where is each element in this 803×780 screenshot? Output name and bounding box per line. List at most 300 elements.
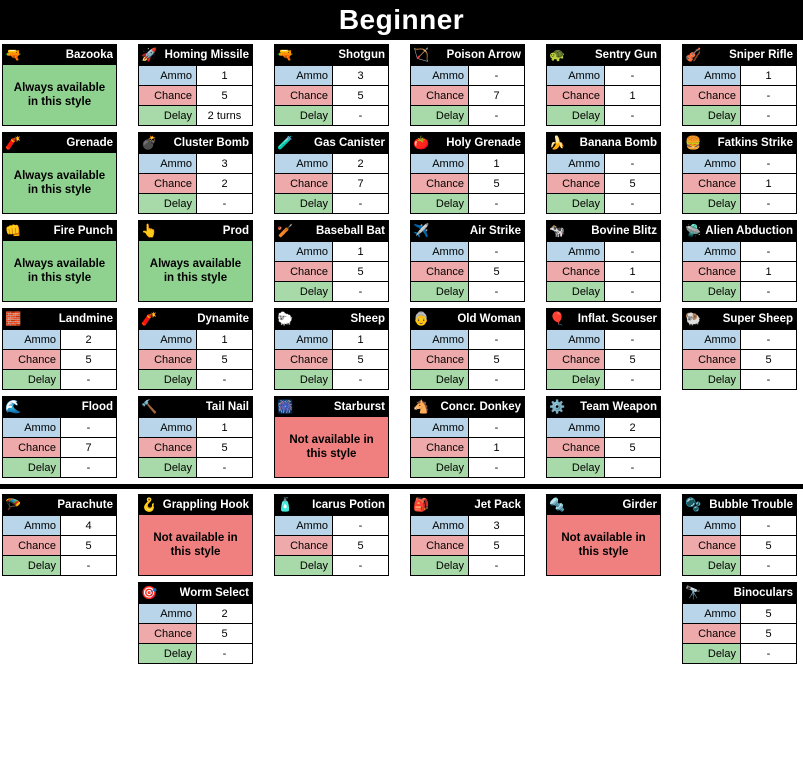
stat-label-delay: Delay xyxy=(275,106,333,126)
weapon-card-header xyxy=(138,308,253,329)
stat-label-chance: Chance xyxy=(3,536,61,556)
weapon-card[interactable] xyxy=(410,396,525,478)
weapon-card[interactable] xyxy=(274,220,389,302)
stat-label-chance: Chance xyxy=(139,86,197,106)
stat-value-ammo[interactable]: - xyxy=(605,66,661,86)
stat-value-ammo[interactable]: - xyxy=(61,418,117,438)
weapon-stats-table xyxy=(274,329,389,390)
weapon-card[interactable] xyxy=(2,494,117,576)
weapon-icon: 🔫 xyxy=(5,47,22,62)
stat-row-ammo xyxy=(683,66,797,86)
weapon-card[interactable] xyxy=(138,308,253,390)
weapon-name: Baseball Bat xyxy=(315,224,385,237)
stat-value-ammo[interactable]: 3 xyxy=(469,516,525,536)
stat-row-ammo xyxy=(3,418,117,438)
weapon-icon: 🪝 xyxy=(141,497,158,512)
stat-label-ammo: Ammo xyxy=(683,66,741,86)
stat-value-delay[interactable]: - xyxy=(61,556,117,576)
stat-row-chance xyxy=(547,262,661,282)
weapon-card-header xyxy=(138,494,253,515)
stat-label-delay: Delay xyxy=(411,282,469,302)
weapon-card-header xyxy=(410,44,525,65)
weapon-stats-table xyxy=(410,417,525,478)
weapon-card[interactable] xyxy=(546,494,661,576)
stat-row-ammo xyxy=(683,604,797,624)
weapon-card[interactable] xyxy=(274,494,389,576)
weapon-name: Girder xyxy=(622,498,657,511)
stat-label-delay: Delay xyxy=(275,556,333,576)
stat-value-chance[interactable]: 5 xyxy=(605,438,661,458)
stat-value-delay[interactable]: - xyxy=(605,370,661,390)
stat-value-chance[interactable]: 5 xyxy=(333,262,389,282)
weapon-card[interactable] xyxy=(682,220,797,302)
weapon-card[interactable] xyxy=(410,220,525,302)
stat-row-ammo xyxy=(547,242,661,262)
stat-label-ammo: Ammo xyxy=(683,516,741,536)
weapon-icon: 🍅 xyxy=(413,135,430,150)
weapon-card-header xyxy=(682,308,797,329)
stat-value-chance[interactable]: 1 xyxy=(605,86,661,106)
stat-row-chance xyxy=(411,174,525,194)
weapon-icon: 🌊 xyxy=(5,399,22,414)
weapon-card-header xyxy=(410,132,525,153)
stat-row-ammo xyxy=(411,154,525,174)
weapon-card[interactable] xyxy=(410,132,525,214)
stat-row-chance xyxy=(275,350,389,370)
stat-value-ammo[interactable]: - xyxy=(605,242,661,262)
weapon-card-empty xyxy=(410,582,525,664)
stat-label-ammo: Ammo xyxy=(3,330,61,350)
stat-value-delay[interactable]: - xyxy=(605,458,661,478)
weapon-icon: 🫧 xyxy=(685,497,702,512)
stat-label-ammo: Ammo xyxy=(411,242,469,262)
stat-value-chance[interactable]: 5 xyxy=(333,350,389,370)
stat-row-ammo xyxy=(547,418,661,438)
weapon-name: Starburst xyxy=(333,400,385,413)
weapon-card[interactable] xyxy=(138,44,253,126)
stat-value-chance[interactable]: 5 xyxy=(741,350,797,370)
weapon-stats-table xyxy=(682,241,797,302)
stat-row-ammo xyxy=(683,242,797,262)
stat-row-chance xyxy=(547,350,661,370)
stat-label-chance: Chance xyxy=(547,438,605,458)
weapon-icon: 🏏 xyxy=(277,223,294,238)
stat-value-chance[interactable]: 5 xyxy=(605,174,661,194)
stat-label-chance: Chance xyxy=(275,350,333,370)
weapon-stats-table xyxy=(546,329,661,390)
weapon-row xyxy=(0,494,803,576)
stat-value-chance[interactable]: 5 xyxy=(741,624,797,644)
stat-value-chance[interactable]: 2 xyxy=(197,174,253,194)
stat-value-ammo[interactable]: 2 xyxy=(333,154,389,174)
weapon-stats-table xyxy=(546,417,661,478)
stat-label-ammo: Ammo xyxy=(139,418,197,438)
stat-value-chance[interactable]: 5 xyxy=(469,536,525,556)
stat-value-delay[interactable]: - xyxy=(605,106,661,126)
stat-value-chance[interactable]: 5 xyxy=(741,536,797,556)
stat-value-ammo[interactable]: - xyxy=(605,330,661,350)
weapon-icon: 🎆 xyxy=(277,399,294,414)
stat-value-delay[interactable]: - xyxy=(605,282,661,302)
weapon-card[interactable] xyxy=(138,396,253,478)
stat-row-chance xyxy=(411,262,525,282)
weapon-stats-table xyxy=(410,153,525,214)
stat-label-delay: Delay xyxy=(139,458,197,478)
weapon-card[interactable] xyxy=(546,396,661,478)
stat-value-delay[interactable]: - xyxy=(469,194,525,214)
weapon-name: Dynamite xyxy=(197,312,249,325)
weapon-row xyxy=(0,44,803,126)
stat-value-delay[interactable]: - xyxy=(333,106,389,126)
stat-value-delay[interactable]: - xyxy=(469,106,525,126)
weapon-stats-table xyxy=(682,603,797,664)
stat-label-ammo: Ammo xyxy=(547,154,605,174)
stat-value-delay[interactable]: - xyxy=(741,370,797,390)
stat-row-chance xyxy=(3,536,117,556)
stat-label-delay: Delay xyxy=(275,370,333,390)
stat-value-ammo[interactable]: - xyxy=(333,516,389,536)
stat-value-ammo[interactable]: - xyxy=(469,242,525,262)
weapon-icon: 🧱 xyxy=(5,311,22,326)
stat-value-chance[interactable]: 1 xyxy=(741,262,797,282)
stat-value-ammo[interactable]: 2 xyxy=(61,330,117,350)
stat-row-ammo xyxy=(3,516,117,536)
stat-row-delay xyxy=(411,106,525,126)
weapon-name: Cluster Bomb xyxy=(173,136,249,149)
stat-value-ammo[interactable]: - xyxy=(741,242,797,262)
weapon-card[interactable] xyxy=(138,132,253,214)
stat-value-ammo[interactable]: 2 xyxy=(197,604,253,624)
weapon-card[interactable] xyxy=(2,44,117,126)
weapon-stats-table xyxy=(410,241,525,302)
stat-value-ammo[interactable]: 1 xyxy=(741,66,797,86)
stat-value-ammo[interactable]: 1 xyxy=(333,330,389,350)
weapon-card[interactable] xyxy=(2,132,117,214)
weapon-card-header xyxy=(274,308,389,329)
weapon-stats-table xyxy=(138,65,253,126)
stat-row-ammo xyxy=(275,154,389,174)
stat-value-delay[interactable]: - xyxy=(333,194,389,214)
stat-label-delay: Delay xyxy=(3,556,61,576)
weapon-icon: 🎒 xyxy=(413,497,430,512)
weapon-icon: 🪂 xyxy=(5,497,22,512)
stat-label-chance: Chance xyxy=(683,86,741,106)
stat-row-ammo xyxy=(139,330,253,350)
stat-row-ammo xyxy=(547,66,661,86)
stat-value-delay[interactable]: - xyxy=(469,370,525,390)
stat-row-delay xyxy=(139,458,253,478)
always-available-note: Always available in this style xyxy=(138,241,253,302)
stat-row-ammo xyxy=(411,330,525,350)
weapon-icon: 🔭 xyxy=(685,585,702,600)
stat-label-delay: Delay xyxy=(3,458,61,478)
weapon-card[interactable] xyxy=(410,494,525,576)
weapon-card-header xyxy=(2,132,117,153)
stat-row-delay xyxy=(139,644,253,664)
stat-row-ammo xyxy=(3,330,117,350)
stat-label-ammo: Ammo xyxy=(3,516,61,536)
weapon-icon: 💣 xyxy=(141,135,158,150)
weapon-card[interactable] xyxy=(138,220,253,302)
stat-row-delay xyxy=(275,282,389,302)
stat-value-delay[interactable]: - xyxy=(741,556,797,576)
stat-row-delay xyxy=(547,106,661,126)
stat-value-ammo[interactable]: - xyxy=(741,330,797,350)
stat-label-delay: Delay xyxy=(683,194,741,214)
stat-value-ammo[interactable]: - xyxy=(469,330,525,350)
stat-value-ammo[interactable]: 1 xyxy=(469,154,525,174)
stat-value-delay[interactable]: - xyxy=(605,194,661,214)
weapon-card[interactable] xyxy=(274,44,389,126)
weapon-icon: 🐄 xyxy=(549,223,566,238)
stat-row-ammo xyxy=(139,418,253,438)
weapon-name: Fire Punch xyxy=(53,224,113,237)
weapon-stats-table xyxy=(138,153,253,214)
stat-row-chance xyxy=(411,350,525,370)
weapon-card[interactable] xyxy=(682,582,797,664)
stat-row-delay xyxy=(547,370,661,390)
weapon-stats-table xyxy=(138,417,253,478)
not-available-note: Not available in this style xyxy=(138,515,253,576)
stat-value-delay[interactable]: - xyxy=(469,556,525,576)
stat-label-chance: Chance xyxy=(683,174,741,194)
weapon-stats-table xyxy=(138,329,253,390)
stat-label-delay: Delay xyxy=(411,194,469,214)
weapon-card-header xyxy=(546,308,661,329)
stat-value-delay[interactable]: 2 turns xyxy=(197,106,253,126)
stat-row-ammo xyxy=(411,242,525,262)
stat-value-delay[interactable]: - xyxy=(197,194,253,214)
stat-value-ammo[interactable]: 3 xyxy=(333,66,389,86)
stat-row-chance xyxy=(547,86,661,106)
stat-value-chance[interactable]: 5 xyxy=(61,350,117,370)
stat-row-chance xyxy=(683,624,797,644)
weapon-icon: 🎯 xyxy=(141,585,158,600)
stat-value-delay[interactable]: - xyxy=(469,458,525,478)
stat-row-chance xyxy=(411,536,525,556)
weapon-card-header xyxy=(274,494,389,515)
stat-label-ammo: Ammo xyxy=(275,242,333,262)
stat-value-chance[interactable]: 5 xyxy=(197,86,253,106)
stat-value-chance[interactable]: 5 xyxy=(197,350,253,370)
weapon-name: Fatkins Strike xyxy=(717,136,793,149)
weapon-stats-table xyxy=(682,515,797,576)
stat-value-ammo[interactable]: 5 xyxy=(741,604,797,624)
stat-row-ammo xyxy=(683,154,797,174)
stat-value-delay[interactable]: - xyxy=(197,458,253,478)
weapon-icon: 🐴 xyxy=(413,399,430,414)
stat-row-delay xyxy=(683,106,797,126)
stat-label-ammo: Ammo xyxy=(139,604,197,624)
weapon-name: Sheep xyxy=(350,312,385,325)
stat-value-ammo[interactable]: 1 xyxy=(197,66,253,86)
stat-label-ammo: Ammo xyxy=(411,154,469,174)
stat-label-chance: Chance xyxy=(547,174,605,194)
stat-row-delay xyxy=(683,556,797,576)
weapon-card[interactable] xyxy=(546,220,661,302)
weapon-card[interactable] xyxy=(682,494,797,576)
stat-row-ammo xyxy=(275,66,389,86)
weapon-card-empty xyxy=(274,582,389,664)
stat-value-ammo[interactable]: - xyxy=(741,154,797,174)
stat-value-ammo[interactable]: 1 xyxy=(197,418,253,438)
stat-value-delay[interactable]: - xyxy=(61,458,117,478)
weapon-card[interactable] xyxy=(682,44,797,126)
stat-value-chance[interactable]: 1 xyxy=(469,438,525,458)
weapon-card[interactable] xyxy=(274,308,389,390)
stat-value-chance[interactable]: 5 xyxy=(469,174,525,194)
weapon-name: Shotgun xyxy=(338,48,385,61)
stat-value-ammo[interactable]: 1 xyxy=(333,242,389,262)
weapon-card[interactable] xyxy=(274,132,389,214)
weapon-name: Poison Arrow xyxy=(446,48,521,61)
weapon-icon: 🧴 xyxy=(277,497,294,512)
stat-value-delay[interactable]: - xyxy=(333,370,389,390)
weapon-card[interactable] xyxy=(274,396,389,478)
weapon-stats-table xyxy=(682,65,797,126)
stat-value-ammo[interactable]: 4 xyxy=(61,516,117,536)
stat-value-delay[interactable]: - xyxy=(741,194,797,214)
weapon-card[interactable] xyxy=(682,308,797,390)
stat-value-chance[interactable]: 5 xyxy=(333,86,389,106)
weapon-card[interactable] xyxy=(546,132,661,214)
title-bar xyxy=(0,0,803,40)
weapon-icon: 🧪 xyxy=(277,135,294,150)
weapon-icon: 🚀 xyxy=(141,47,158,62)
stat-label-ammo: Ammo xyxy=(411,516,469,536)
stat-row-delay xyxy=(683,370,797,390)
weapon-card-header xyxy=(682,220,797,241)
weapon-icon: 🔨 xyxy=(141,399,158,414)
weapon-icon: 🎈 xyxy=(549,311,566,326)
stat-value-ammo[interactable]: - xyxy=(469,418,525,438)
stat-value-ammo[interactable]: 2 xyxy=(605,418,661,438)
stat-row-ammo xyxy=(139,66,253,86)
weapon-card-header xyxy=(546,396,661,417)
stat-row-delay xyxy=(3,556,117,576)
stat-row-delay xyxy=(139,194,253,214)
stat-row-delay xyxy=(139,370,253,390)
weapon-card[interactable] xyxy=(682,132,797,214)
stat-value-chance[interactable]: 5 xyxy=(469,262,525,282)
weapon-icon: 🏹 xyxy=(413,47,430,62)
weapon-name: Bovine Blitz xyxy=(591,224,657,237)
stat-value-chance[interactable]: 5 xyxy=(605,350,661,370)
stat-row-chance xyxy=(139,350,253,370)
stat-value-chance[interactable]: - xyxy=(741,86,797,106)
stat-value-delay[interactable]: - xyxy=(333,556,389,576)
stat-value-ammo[interactable]: 1 xyxy=(197,330,253,350)
stat-value-delay[interactable]: - xyxy=(197,644,253,664)
stat-value-chance[interactable]: 5 xyxy=(469,350,525,370)
stat-row-ammo xyxy=(547,154,661,174)
stat-label-chance: Chance xyxy=(411,350,469,370)
stat-value-chance[interactable]: 1 xyxy=(741,174,797,194)
weapon-stats-table xyxy=(682,153,797,214)
weapon-card-header xyxy=(410,494,525,515)
stat-value-chance[interactable]: 5 xyxy=(197,438,253,458)
stat-label-ammo: Ammo xyxy=(275,66,333,86)
weapon-card[interactable] xyxy=(410,308,525,390)
weapon-stats-table xyxy=(546,153,661,214)
stat-row-delay xyxy=(275,556,389,576)
weapon-card-header xyxy=(410,308,525,329)
weapon-icon: 🛸 xyxy=(685,223,702,238)
stat-row-ammo xyxy=(411,66,525,86)
weapon-card-header xyxy=(274,132,389,153)
stat-value-delay[interactable]: - xyxy=(741,106,797,126)
weapon-card-header xyxy=(410,396,525,417)
weapon-name: Sentry Gun xyxy=(595,48,657,61)
stat-label-chance: Chance xyxy=(275,262,333,282)
weapon-card[interactable] xyxy=(138,494,253,576)
stat-label-chance: Chance xyxy=(683,350,741,370)
stat-value-chance[interactable]: 5 xyxy=(61,536,117,556)
weapon-card-header xyxy=(682,44,797,65)
stat-label-delay: Delay xyxy=(3,370,61,390)
stat-value-delay[interactable]: - xyxy=(469,282,525,302)
stat-value-ammo[interactable]: 3 xyxy=(197,154,253,174)
stat-row-delay xyxy=(3,370,117,390)
weapon-row xyxy=(0,308,803,390)
weapon-card[interactable] xyxy=(546,308,661,390)
stat-row-chance xyxy=(275,174,389,194)
not-available-note: Not available in this style xyxy=(274,417,389,478)
stat-label-delay: Delay xyxy=(411,106,469,126)
weapon-stats-table xyxy=(274,65,389,126)
stat-row-chance xyxy=(411,438,525,458)
weapon-card[interactable] xyxy=(2,396,117,478)
stat-value-ammo[interactable]: - xyxy=(741,516,797,536)
weapon-card-header xyxy=(546,494,661,515)
stat-value-chance[interactable]: 5 xyxy=(333,536,389,556)
stat-label-delay: Delay xyxy=(547,194,605,214)
stat-value-delay[interactable]: - xyxy=(61,370,117,390)
stat-row-chance xyxy=(139,624,253,644)
stat-value-chance[interactable]: 1 xyxy=(605,262,661,282)
weapon-name: Landmine xyxy=(58,312,113,325)
weapon-card[interactable] xyxy=(2,308,117,390)
weapon-card[interactable] xyxy=(2,220,117,302)
weapon-card[interactable] xyxy=(410,44,525,126)
weapon-card-header xyxy=(2,494,117,515)
weapon-card-header xyxy=(138,44,253,65)
stat-label-delay: Delay xyxy=(683,556,741,576)
weapon-name: Air Strike xyxy=(469,224,521,237)
weapon-card[interactable] xyxy=(138,582,253,664)
stat-value-ammo[interactable]: - xyxy=(469,66,525,86)
weapon-name: Bubble Trouble xyxy=(709,498,793,511)
stat-value-chance[interactable]: 7 xyxy=(61,438,117,458)
stat-value-delay[interactable]: - xyxy=(741,644,797,664)
stat-label-delay: Delay xyxy=(411,370,469,390)
weapon-card-header xyxy=(410,220,525,241)
section-divider xyxy=(0,484,803,489)
weapon-stats-table xyxy=(546,65,661,126)
stat-value-delay[interactable]: - xyxy=(333,282,389,302)
stat-value-chance[interactable]: 7 xyxy=(333,174,389,194)
weapon-stats-table xyxy=(274,153,389,214)
stat-value-delay[interactable]: - xyxy=(197,370,253,390)
stat-value-ammo[interactable]: - xyxy=(605,154,661,174)
weapon-name: Sniper Rifle xyxy=(729,48,793,61)
weapon-card[interactable] xyxy=(546,44,661,126)
stat-value-chance[interactable]: 7 xyxy=(469,86,525,106)
stat-row-ammo xyxy=(275,242,389,262)
stat-value-delay[interactable]: - xyxy=(741,282,797,302)
stat-row-delay xyxy=(547,458,661,478)
stat-value-chance[interactable]: 5 xyxy=(197,624,253,644)
